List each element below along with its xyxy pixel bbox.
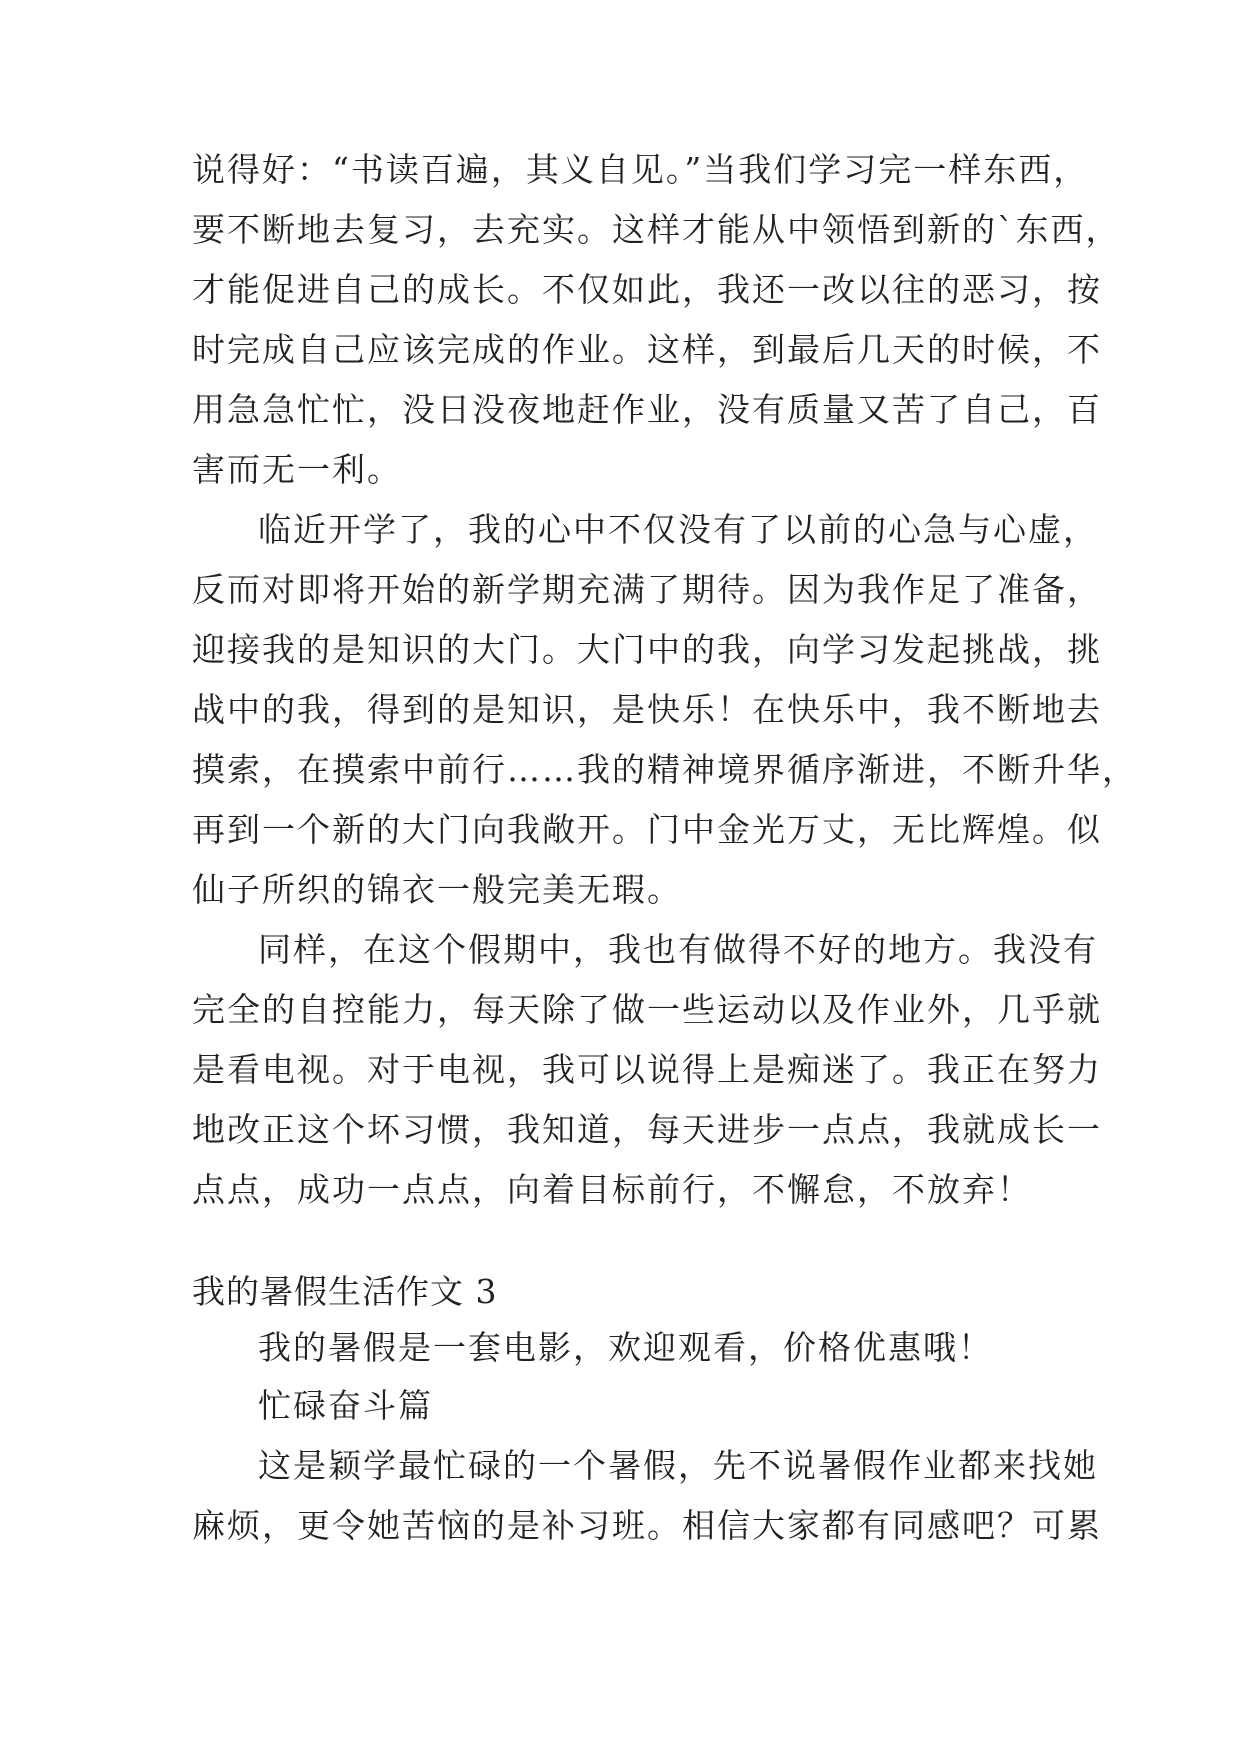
paragraph-line: 摸索，在摸索中前行……我的精神境界循序渐进，不断升华， [192,750,1137,789]
paragraph-line: 再到一个新的大门向我敞开。门中金光万丈，无比辉煌。似 [192,810,1102,849]
paragraph-line: 这是颖学最忙碌的一个暑假，先不说暑假作业都来找她 [258,1446,1098,1485]
section-title: 忙碌奋斗篇 [258,1386,433,1425]
paragraph-line: 点点，成功一点点，向着目标前行，不懈怠，不放弃！ [192,1170,1032,1209]
paragraph-line: 仙子所织的锦衣一般完美无瑕。 [192,870,682,909]
paragraph-line: 地改正这个坏习惯，我知道，每天进步一点点，我就成长一 [192,1110,1102,1149]
essay-title: 我的暑假生活作文 3 [192,1272,498,1311]
paragraph-line: 迎接我的是知识的大门。大门中的我，向学习发起挑战，挑 [192,630,1102,669]
paragraph-line: 用急急忙忙，没日没夜地赶作业，没有质量又苦了自己，百 [192,390,1102,429]
paragraph-line: 完全的自控能力，每天除了做一些运动以及作业外，几乎就 [192,990,1102,1029]
paragraph-line: 才能促进自己的成长。不仅如此，我还一改以往的恶习，按 [192,270,1102,309]
essay-intro: 我的暑假是一套电影，欢迎观看，价格优惠哦！ [258,1328,993,1367]
paragraph-line: 反而对即将开始的新学期充满了期待。因为我作足了准备， [192,570,1102,609]
paragraph-line: 害而无一利。 [192,450,402,489]
paragraph-line: 临近开学了，我的心中不仅没有了以前的心急与心虚， [258,510,1098,549]
paragraph-line: 说得好：“书读百遍，其义自见。”当我们学习完一样东西， [192,150,1089,189]
paragraph-line: 战中的我，得到的是知识，是快乐！在快乐中，我不断地去 [192,690,1102,729]
paragraph-line: 同样，在这个假期中，我也有做得不好的地方。我没有 [258,930,1098,969]
paragraph-line: 时完成自己应该完成的作业。这样，到最后几天的时候，不 [192,330,1102,369]
paragraph-line: 麻烦，更令她苦恼的是补习班。相信大家都有同感吧？可累 [192,1506,1102,1545]
paragraph-line: 要不断地去复习，去充实。这样才能从中领悟到新的`东西， [192,210,1121,249]
paragraph-line: 是看电视。对于电视，我可以说得上是痴迷了。我正在努力 [192,1050,1102,1089]
